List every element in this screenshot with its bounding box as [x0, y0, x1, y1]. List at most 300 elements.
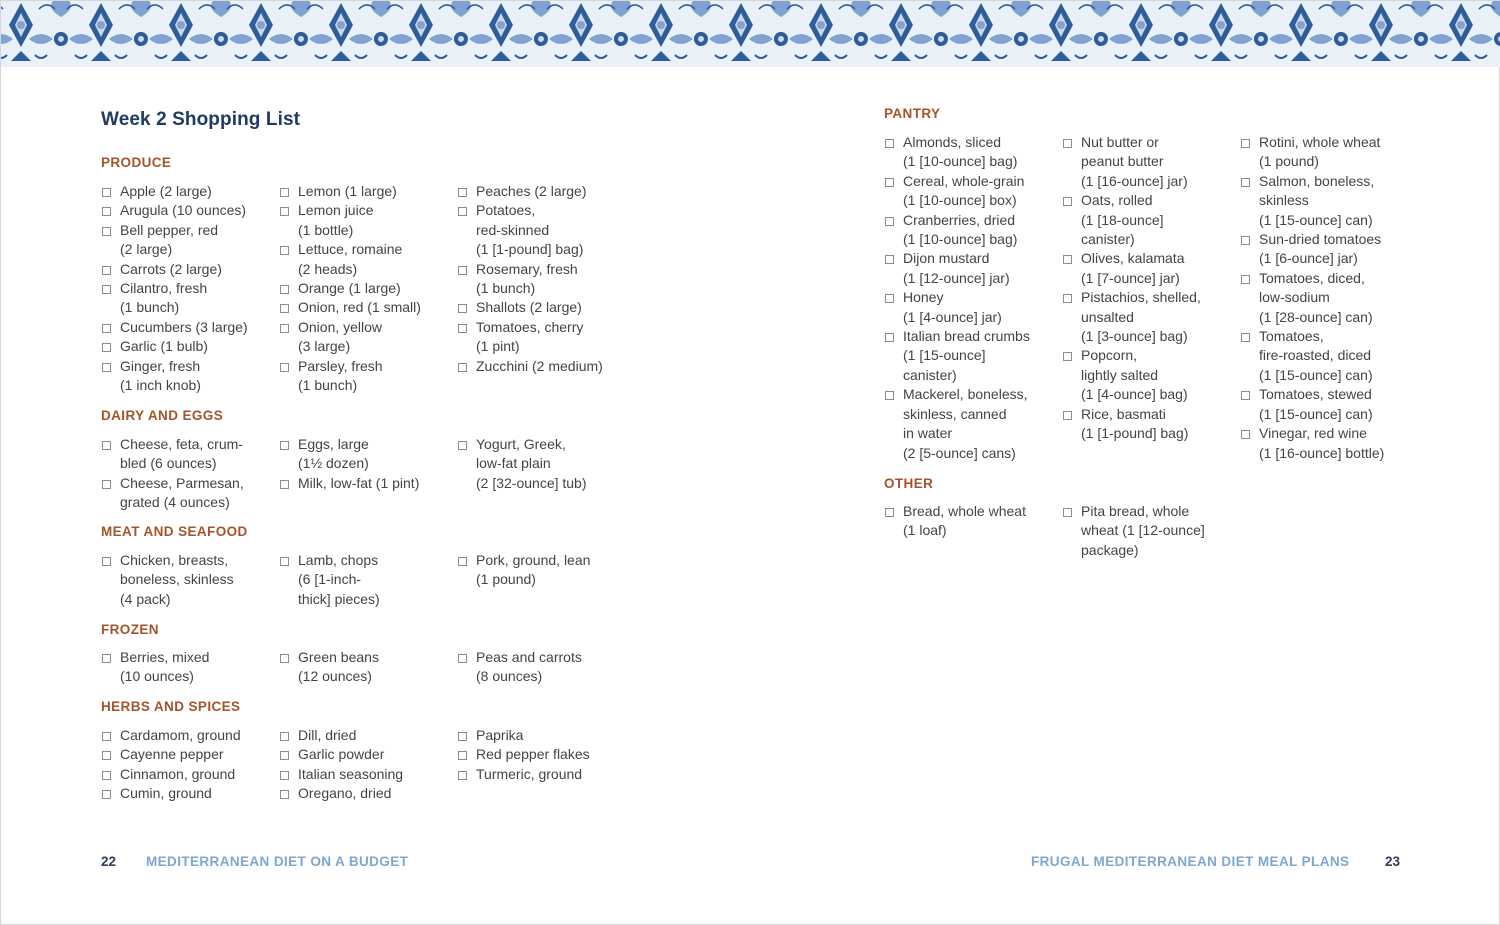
- item-text: (1 [15-ounce] can): [1259, 211, 1373, 228]
- item-text: (1 inch knob): [120, 377, 201, 394]
- item-text: Carrots (2 large): [120, 260, 222, 277]
- shopping-list-item: [279, 298, 451, 317]
- item-text: Pistachios, shelled,: [1081, 289, 1201, 306]
- checkbox-icon[interactable]: [885, 139, 894, 148]
- checkbox-icon[interactable]: [885, 508, 894, 517]
- item-text: Rice, basmati: [1081, 405, 1166, 422]
- frozen-column-3: [457, 648, 629, 687]
- shopping-list-item: [457, 260, 629, 299]
- shopping-list-item: [101, 784, 273, 803]
- checkbox-icon[interactable]: [1063, 255, 1072, 264]
- item-text: fire-roasted, diced: [1259, 347, 1372, 364]
- shopping-list-item: [457, 357, 629, 376]
- item-text: (3 large): [298, 338, 351, 355]
- banner-tile: [614, 1, 708, 67]
- checkbox-icon[interactable]: [102, 363, 111, 372]
- item-text: lightly salted: [1081, 366, 1159, 383]
- frozen-column-1: [101, 648, 273, 687]
- shopping-list-item: [279, 745, 451, 764]
- checkbox-icon[interactable]: [458, 557, 467, 566]
- checkbox-icon[interactable]: [102, 207, 111, 216]
- shopping-list-item: [457, 298, 629, 317]
- shopping-list-item: [279, 182, 451, 201]
- shopping-list-item: [457, 726, 629, 745]
- checkbox-icon[interactable]: [280, 246, 289, 255]
- section-heading-other: OTHER: [884, 476, 934, 491]
- item-text: Garlic powder: [298, 746, 385, 763]
- item-text: Lemon (1 large): [298, 183, 397, 199]
- item-text: Cheese, feta, crum-: [120, 436, 243, 452]
- shopping-list-item: [1062, 502, 1234, 560]
- shopping-list-item: [279, 201, 451, 240]
- checkbox-icon[interactable]: [102, 324, 111, 333]
- decorative-tile-banner: [1, 1, 1500, 67]
- shopping-list-item: [1062, 288, 1234, 346]
- pantry-column-3: [1240, 133, 1412, 463]
- shopping-list-item: [884, 327, 1056, 385]
- checkbox-icon[interactable]: [1241, 236, 1250, 245]
- checkbox-icon[interactable]: [102, 285, 111, 294]
- item-text: Mackerel, boneless,: [903, 386, 1028, 403]
- item-text: Nut butter or: [1081, 134, 1159, 150]
- checkbox-icon[interactable]: [280, 771, 289, 780]
- shopping-list-item: [279, 784, 451, 803]
- item-text: Onion, red (1 small): [298, 299, 421, 316]
- checkbox-icon[interactable]: [1063, 352, 1072, 361]
- shopping-list-item: [457, 745, 629, 764]
- checkbox-icon[interactable]: [280, 207, 289, 216]
- pantry-column-1: [884, 133, 1056, 463]
- section-heading-meat-and-seafood: MEAT AND SEAFOOD: [101, 524, 248, 539]
- item-text: Lemon juice: [298, 202, 374, 219]
- item-text: Paprika: [476, 727, 524, 743]
- shopping-list-item: [457, 648, 629, 687]
- item-text: Zucchini (2 medium): [476, 357, 603, 374]
- checkbox-icon[interactable]: [102, 227, 111, 236]
- item-text: Parsley, fresh: [298, 357, 383, 374]
- banner-tile: [1414, 1, 1500, 67]
- item-text: Cumin, ground: [120, 785, 212, 802]
- item-text: low-fat plain: [476, 455, 551, 472]
- item-text: (1 [15-ounce]: [903, 347, 986, 364]
- shopping-list-item: [279, 435, 451, 474]
- section-heading-herbs-and-spices: HERBS AND SPICES: [101, 699, 241, 714]
- item-text: Tomatoes, cherry: [476, 318, 584, 335]
- item-text: (1 [10-ounce] bag): [903, 153, 1018, 170]
- item-text: Orange (1 large): [298, 280, 401, 297]
- item-text: (2 [32-ounce] tub): [476, 474, 587, 491]
- banner-tile: [54, 1, 148, 67]
- checkbox-icon[interactable]: [102, 751, 111, 760]
- item-text: Arugula (10 ounces): [120, 202, 247, 219]
- item-text: Sun-dried tomatoes: [1259, 231, 1382, 248]
- shopping-list-item: [1240, 172, 1412, 230]
- item-text: grated (4 ounces): [120, 494, 230, 511]
- item-text: (1 pound): [1259, 153, 1319, 170]
- shopping-list-item: [279, 648, 451, 687]
- banner-tile: [534, 1, 628, 67]
- shopping-list-item: [884, 172, 1056, 211]
- shopping-list-item: [884, 211, 1056, 250]
- checkbox-icon[interactable]: [280, 285, 289, 294]
- checkbox-icon[interactable]: [102, 343, 111, 352]
- item-text: Bread, whole wheat: [903, 503, 1026, 519]
- banner-tile: [1334, 1, 1428, 67]
- banner-tile: [854, 1, 948, 67]
- item-text: Onion, yellow: [298, 318, 383, 335]
- item-text: (1 pint): [476, 338, 520, 355]
- item-text: Shallots (2 large): [476, 299, 582, 316]
- item-text: (2 large): [120, 241, 173, 258]
- item-text: Milk, low-fat (1 pint): [298, 474, 420, 491]
- item-text: Cinnamon, ground: [120, 765, 236, 782]
- checkbox-icon[interactable]: [1063, 508, 1072, 517]
- item-text: Lamb, chops: [298, 552, 379, 568]
- item-text: Berries, mixed: [120, 649, 210, 665]
- checkbox-icon[interactable]: [458, 304, 467, 313]
- item-text: unsalted: [1081, 308, 1134, 325]
- shopping-list-item: [101, 745, 273, 764]
- checkbox-icon[interactable]: [280, 304, 289, 313]
- item-text: Cheese, Parmesan,: [120, 474, 244, 491]
- checkbox-icon[interactable]: [885, 217, 894, 226]
- checkbox-icon[interactable]: [280, 324, 289, 333]
- page-number-right: 23: [1385, 854, 1401, 869]
- item-text: Cardamom, ground: [120, 727, 241, 743]
- item-text: Turmeric, ground: [476, 765, 583, 782]
- checkbox-icon[interactable]: [885, 333, 894, 342]
- item-text: (1 [6-ounce] jar): [1259, 250, 1358, 267]
- item-text: Yogurt, Greek,: [476, 436, 566, 452]
- shopping-list-item: [101, 318, 273, 337]
- checkbox-icon[interactable]: [280, 188, 289, 197]
- item-text: Cucumbers (3 large): [120, 318, 248, 335]
- item-text: Popcorn,: [1081, 347, 1138, 364]
- other-column-2: [1062, 502, 1234, 560]
- checkbox-icon[interactable]: [458, 732, 467, 741]
- section-heading-frozen: FROZEN: [101, 622, 159, 637]
- banner-tile: [694, 1, 788, 67]
- item-text: Garlic (1 bulb): [120, 338, 208, 355]
- checkbox-icon[interactable]: [280, 441, 289, 450]
- item-text: Rosemary, fresh: [476, 260, 578, 277]
- item-text: (1 [1-pound] bag): [476, 241, 584, 258]
- shopping-list-item: [1240, 424, 1412, 463]
- banner-tile: [454, 1, 548, 67]
- item-text: Oats, rolled: [1081, 192, 1153, 209]
- shopping-list-item: [884, 249, 1056, 288]
- checkbox-icon[interactable]: [1241, 333, 1250, 342]
- shopping-list-item: [1062, 249, 1234, 288]
- shopping-list-item: [101, 551, 273, 609]
- item-text: in water: [903, 425, 953, 442]
- banner-tile: [374, 1, 468, 67]
- shopping-list-item: [101, 648, 273, 687]
- banner-tile: [1094, 1, 1188, 67]
- page-number-left: 22: [101, 854, 117, 869]
- item-text: (2 [5-ounce] cans): [903, 444, 1016, 461]
- checkbox-icon[interactable]: [102, 732, 111, 741]
- banner-tile: [294, 1, 388, 67]
- shopping-list-item: [884, 385, 1056, 463]
- dairy-column-3: [457, 435, 629, 493]
- checkbox-icon[interactable]: [1241, 178, 1250, 187]
- item-text: Red pepper flakes: [476, 746, 590, 763]
- item-text: (1 [7-ounce] jar): [1081, 269, 1180, 286]
- shopping-list-item: [457, 318, 629, 357]
- banner-tile: [1254, 1, 1348, 67]
- shopping-list-item: [101, 221, 273, 260]
- checkbox-icon[interactable]: [885, 255, 894, 264]
- shopping-list-item: [884, 288, 1056, 327]
- shopping-list-item: [101, 279, 273, 318]
- shopping-list-item: [279, 318, 451, 357]
- item-text: Cayenne pepper: [120, 746, 224, 763]
- checkbox-icon[interactable]: [458, 363, 467, 372]
- meat-column-1: [101, 551, 273, 609]
- herbs-column-2: [279, 726, 451, 804]
- checkbox-icon[interactable]: [885, 178, 894, 187]
- item-text: thick] pieces): [298, 590, 380, 607]
- checkbox-icon[interactable]: [1241, 139, 1250, 148]
- shopping-list-item: [101, 474, 273, 513]
- item-text: (1 [18-ounce]: [1081, 211, 1164, 228]
- item-text: (1 [4-ounce] bag): [1081, 386, 1188, 403]
- shopping-list-item: [1240, 230, 1412, 269]
- shopping-list-item: [1240, 133, 1412, 172]
- banner-tiles: [1, 1, 1500, 67]
- item-text: Olives, kalamata: [1081, 250, 1185, 267]
- checkbox-icon[interactable]: [1063, 294, 1072, 303]
- item-text: (8 ounces): [476, 668, 543, 685]
- checkbox-icon[interactable]: [1241, 430, 1250, 439]
- shopping-list-item: [101, 337, 273, 356]
- item-text: Peaches (2 large): [476, 183, 587, 199]
- item-text: (1 [16-ounce] bottle): [1259, 444, 1385, 461]
- shopping-list-item: [101, 357, 273, 396]
- shopping-list-item: [1240, 269, 1412, 327]
- meat-column-2: [279, 551, 451, 609]
- checkbox-icon[interactable]: [102, 480, 111, 489]
- item-text: Almonds, sliced: [903, 134, 1002, 150]
- section-heading-produce: PRODUCE: [101, 155, 172, 170]
- dairy-column-1: [101, 435, 273, 513]
- item-text: low-sodium: [1259, 289, 1330, 306]
- checkbox-icon[interactable]: [458, 324, 467, 333]
- shopping-list-item: [884, 502, 1056, 541]
- shopping-list-item: [1062, 346, 1234, 404]
- banner-tile: [214, 1, 308, 67]
- checkbox-icon[interactable]: [280, 654, 289, 663]
- item-text: Italian bread crumbs: [903, 328, 1030, 345]
- banner-tile: [934, 1, 1028, 67]
- checkbox-icon[interactable]: [280, 751, 289, 760]
- item-text: Salmon, boneless,: [1259, 172, 1375, 189]
- item-text: Vinegar, red wine: [1259, 425, 1367, 442]
- meat-column-3: [457, 551, 629, 590]
- item-text: Chicken, breasts,: [120, 552, 229, 568]
- shopping-list-item: [279, 279, 451, 298]
- frozen-column-2: [279, 648, 451, 687]
- item-text: (1 bunch): [476, 280, 536, 297]
- produce-column-1: [101, 182, 273, 395]
- checkbox-icon[interactable]: [280, 557, 289, 566]
- item-text: skinless, canned: [903, 405, 1007, 422]
- shopping-list-item: [101, 726, 273, 745]
- item-text: skinless: [1259, 192, 1309, 209]
- checkbox-icon[interactable]: [280, 790, 289, 799]
- checkbox-icon[interactable]: [458, 207, 467, 216]
- checkbox-icon[interactable]: [1241, 391, 1250, 400]
- shopping-list-item: [279, 240, 451, 279]
- item-text: (1 [1-pound] bag): [1081, 425, 1189, 442]
- shopping-list-item: [457, 765, 629, 784]
- item-text: (4 pack): [120, 590, 171, 607]
- item-text: (2 heads): [298, 260, 358, 277]
- running-footer-left: MEDITERRANEAN DIET ON A BUDGET: [146, 854, 409, 869]
- item-text: Pork, ground, lean: [476, 552, 591, 568]
- checkbox-icon[interactable]: [102, 557, 111, 566]
- item-text: Dijon mustard: [903, 250, 990, 267]
- shopping-list-item: [279, 474, 451, 493]
- item-text: Ginger, fresh: [120, 357, 201, 374]
- page-title: Week 2 Shopping List: [101, 109, 301, 130]
- shopping-list-item: [279, 726, 451, 745]
- other-column-1: [884, 502, 1056, 541]
- banner-tile: [1014, 1, 1108, 67]
- item-text: Eggs, large: [298, 436, 369, 452]
- checkbox-icon[interactable]: [280, 480, 289, 489]
- banner-tile: [134, 1, 228, 67]
- shopping-list-item: [884, 133, 1056, 172]
- shopping-list-item: [279, 765, 451, 784]
- item-text: (10 ounces): [120, 668, 194, 685]
- section-heading-dairy-and-eggs: DAIRY AND EGGS: [101, 408, 224, 423]
- item-text: bled (6 ounces): [120, 455, 217, 472]
- checkbox-icon[interactable]: [102, 188, 111, 197]
- checkbox-icon[interactable]: [1063, 411, 1072, 420]
- item-text: Potatoes,: [476, 202, 536, 219]
- checkbox-icon[interactable]: [885, 294, 894, 303]
- item-text: package): [1081, 541, 1139, 558]
- shopping-list-item: [1240, 327, 1412, 385]
- item-text: Cereal, whole-grain: [903, 172, 1025, 189]
- checkbox-icon[interactable]: [280, 732, 289, 741]
- shopping-list-item: [457, 182, 629, 201]
- checkbox-icon[interactable]: [1241, 275, 1250, 284]
- item-text: Pita bread, whole: [1081, 503, 1190, 519]
- item-text: (1 [3-ounce] bag): [1081, 328, 1188, 345]
- shopping-list-item: [101, 435, 273, 474]
- shopping-list-item: [457, 201, 629, 259]
- checkbox-icon[interactable]: [458, 751, 467, 760]
- item-text: Bell pepper, red: [120, 221, 219, 238]
- banner-tile: [774, 1, 868, 67]
- item-text: (1 [12-ounce] jar): [903, 269, 1010, 286]
- shopping-list-item: [279, 551, 451, 609]
- item-text: (1 bunch): [120, 299, 180, 316]
- herbs-column-1: [101, 726, 273, 804]
- shopping-list-item: [279, 357, 451, 396]
- checkbox-icon[interactable]: [458, 441, 467, 450]
- checkbox-icon[interactable]: [458, 654, 467, 663]
- item-text: (1 bunch): [298, 377, 358, 394]
- item-text: (1 [15-ounce] can): [1259, 366, 1373, 383]
- checkbox-icon[interactable]: [102, 441, 111, 450]
- item-text: red-skinned: [476, 221, 550, 238]
- shopping-list-item: [101, 765, 273, 784]
- item-text: (1 [28-ounce] can): [1259, 308, 1373, 325]
- item-text: (1 [16-ounce] jar): [1081, 172, 1188, 189]
- shopping-list-item: [1062, 133, 1234, 191]
- item-text: canister): [903, 366, 957, 383]
- checkbox-icon[interactable]: [102, 790, 111, 799]
- checkbox-icon[interactable]: [458, 188, 467, 197]
- checkbox-icon[interactable]: [102, 654, 111, 663]
- item-text: peanut butter: [1081, 153, 1164, 170]
- pantry-column-2: [1062, 133, 1234, 444]
- checkbox-icon[interactable]: [1063, 139, 1072, 148]
- item-text: canister): [1081, 231, 1135, 248]
- checkbox-icon[interactable]: [885, 391, 894, 400]
- herbs-column-3: [457, 726, 629, 784]
- shopping-list-item: [101, 201, 273, 220]
- shopping-list-item: [457, 435, 629, 493]
- item-text: (6 [1-inch-: [298, 571, 362, 588]
- item-text: (1 pound): [476, 571, 536, 588]
- item-text: boneless, skinless: [120, 571, 234, 588]
- item-text: Tomatoes,: [1259, 328, 1324, 345]
- item-text: Tomatoes, diced,: [1259, 269, 1365, 286]
- item-text: (1 [4-ounce] jar): [903, 308, 1002, 325]
- checkbox-icon[interactable]: [102, 771, 111, 780]
- checkbox-icon[interactable]: [280, 363, 289, 372]
- checkbox-icon[interactable]: [458, 771, 467, 780]
- item-text: Lettuce, romaine: [298, 241, 403, 258]
- shopping-list-item: [1062, 191, 1234, 249]
- item-text: Apple (2 large): [120, 183, 212, 199]
- item-text: Honey: [903, 289, 944, 306]
- checkbox-icon[interactable]: [1063, 197, 1072, 206]
- item-text: Green beans: [298, 649, 379, 665]
- shopping-list-item: [101, 260, 273, 279]
- item-text: (1½ dozen): [298, 455, 369, 472]
- banner-tile: [1174, 1, 1268, 67]
- checkbox-icon[interactable]: [102, 266, 111, 275]
- item-text: (1 [15-ounce] can): [1259, 405, 1373, 422]
- item-text: wheat (1 [12-ounce]: [1081, 522, 1205, 539]
- item-text: (1 loaf): [903, 522, 947, 539]
- section-heading-pantry: PANTRY: [884, 106, 941, 121]
- dairy-column-2: [279, 435, 451, 493]
- item-text: (1 bottle): [298, 221, 354, 238]
- checkbox-icon[interactable]: [458, 266, 467, 275]
- item-text: Rotini, whole wheat: [1259, 134, 1381, 150]
- shopping-list-item: [1062, 405, 1234, 444]
- shopping-list-item: [457, 551, 629, 590]
- item-text: (12 ounces): [298, 668, 372, 685]
- item-text: Cilantro, fresh: [120, 280, 208, 297]
- item-text: Oregano, dried: [298, 785, 392, 802]
- item-text: Italian seasoning: [298, 765, 404, 782]
- item-text: Tomatoes, stewed: [1259, 386, 1372, 403]
- produce-column-2: [279, 182, 451, 395]
- shopping-list-item: [101, 182, 273, 201]
- produce-column-3: [457, 182, 629, 376]
- item-text: Peas and carrots: [476, 649, 582, 665]
- item-text: Cranberries, dried: [903, 211, 1016, 228]
- item-text: (1 [10-ounce] bag): [903, 231, 1018, 248]
